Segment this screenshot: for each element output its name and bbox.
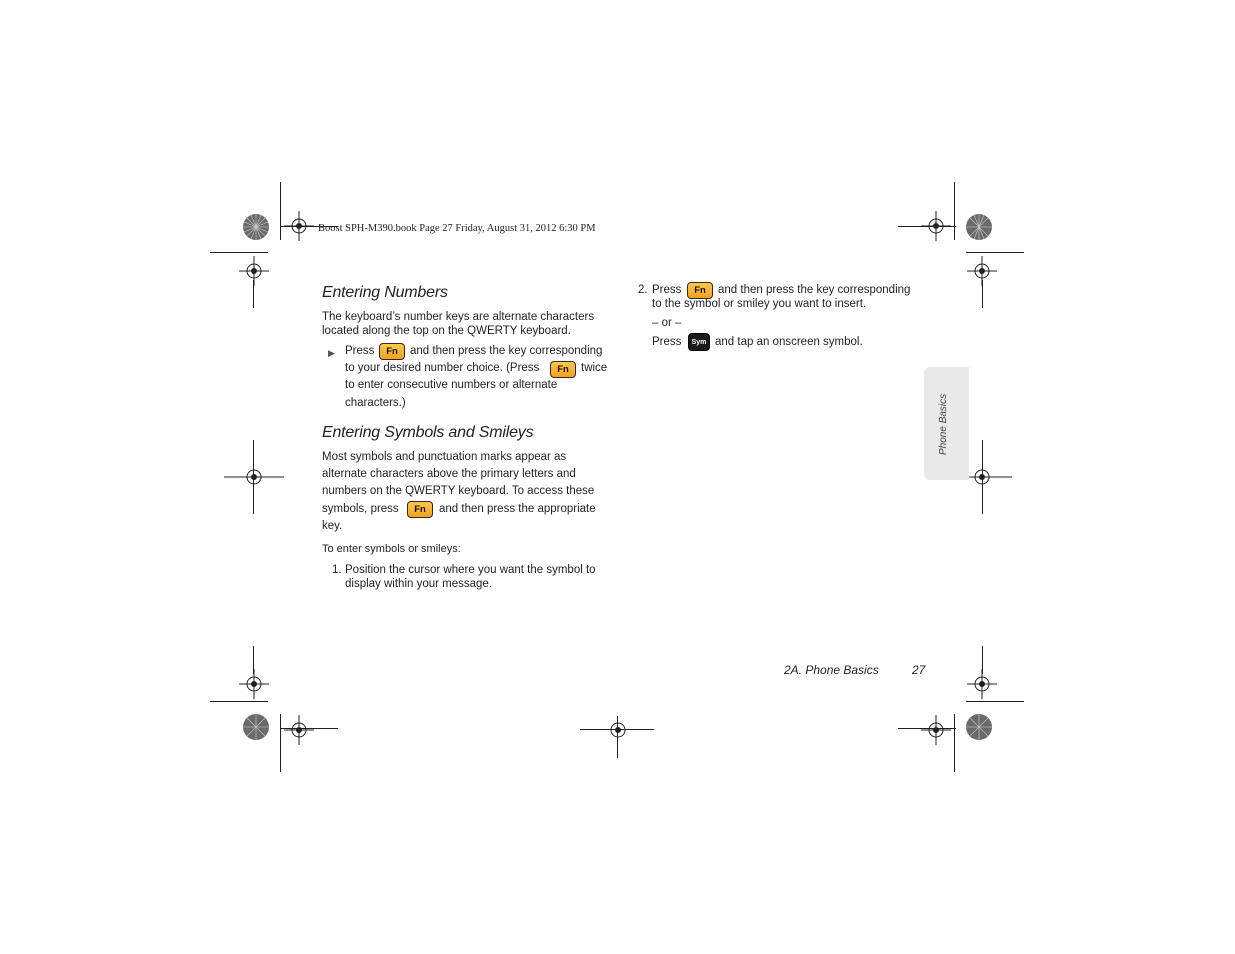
paragraph-line: numbers on the QWERTY keyboard. To access these <box>322 485 595 497</box>
bullet-text: to enter consecutive numbers or alternate <box>345 379 558 391</box>
crop-line <box>898 728 956 729</box>
color-wheel-icon <box>965 213 993 241</box>
bullet-text: Press <box>345 345 375 357</box>
step-number: 1. <box>332 564 342 576</box>
step-text: and tap an onscreen symbol. <box>715 336 863 348</box>
crosshair-icon <box>921 715 951 745</box>
step-text: and then press the key corresponding <box>718 284 911 296</box>
section-title-entering-symbols: Entering Symbols and Smileys <box>322 424 534 441</box>
bullet-text: and then press the key corresponding <box>410 345 603 357</box>
crop-line <box>966 701 1024 702</box>
paragraph-line: and then press the appropriate <box>439 503 596 515</box>
crosshair-icon <box>239 669 269 699</box>
step-text: to the symbol or smiley you want to insert. <box>652 298 867 310</box>
step-text: Press <box>652 284 682 296</box>
crosshair-icon <box>284 211 314 241</box>
crosshair-icon <box>284 715 314 745</box>
crop-line <box>982 280 983 308</box>
bullet-text: to your desired number choice. (Press <box>345 362 540 374</box>
crosshair-icon <box>603 715 633 745</box>
paragraph-line: symbols, press <box>322 503 399 515</box>
fn-key-icon: Fn <box>379 343 405 360</box>
color-wheel-icon <box>242 713 270 741</box>
crop-line <box>617 716 618 758</box>
crop-line <box>954 182 955 240</box>
crop-line <box>280 182 281 240</box>
color-wheel-icon <box>242 213 270 241</box>
fn-key-icon: Fn <box>407 501 433 518</box>
bullet-arrow-icon: ▶ <box>328 348 335 358</box>
step-number: 2. <box>638 284 648 296</box>
paragraph-line: key. <box>322 520 343 532</box>
book-info-header: Boost SPH-M390.book Page 27 Friday, August 31, 2012 6:30 PM <box>318 223 596 234</box>
footer-section-name: 2A. Phone Basics <box>784 663 879 677</box>
paragraph-line: The keyboard’s number keys are alternate characters <box>322 311 595 323</box>
fn-key-icon: Fn <box>687 282 713 299</box>
procedure-intro: To enter symbols or smileys: <box>322 543 461 555</box>
crosshair-icon <box>224 462 284 492</box>
bullet-text: characters.) <box>345 397 406 409</box>
or-separator: – or – <box>652 317 682 329</box>
step-text: Press <box>652 336 682 348</box>
section-title-entering-numbers: Entering Numbers <box>322 284 448 301</box>
crosshair-icon <box>921 211 951 241</box>
step-text: Position the cursor where you want the symbol to <box>345 564 596 576</box>
page-number: 27 <box>912 663 926 677</box>
paragraph-line: located along the top on the QWERTY keyboard. <box>322 325 571 337</box>
step-text: display within your message. <box>345 578 493 590</box>
crop-line <box>210 252 268 253</box>
crop-line <box>280 714 281 772</box>
crosshair-icon <box>239 256 269 286</box>
bullet-text: twice <box>581 362 608 374</box>
paragraph-line: Most symbols and punctuation marks appear as <box>322 451 567 463</box>
paragraph-line: alternate characters above the primary letters and <box>322 468 576 480</box>
crop-line <box>966 252 1024 253</box>
crop-line <box>954 714 955 772</box>
sym-key-icon: Sym <box>688 333 710 351</box>
crop-line <box>253 280 254 308</box>
color-wheel-icon <box>965 713 993 741</box>
crop-line <box>210 701 268 702</box>
crosshair-icon <box>967 669 997 699</box>
side-tab-label: Phone Basics <box>938 393 949 455</box>
fn-key-icon: Fn <box>550 361 576 378</box>
